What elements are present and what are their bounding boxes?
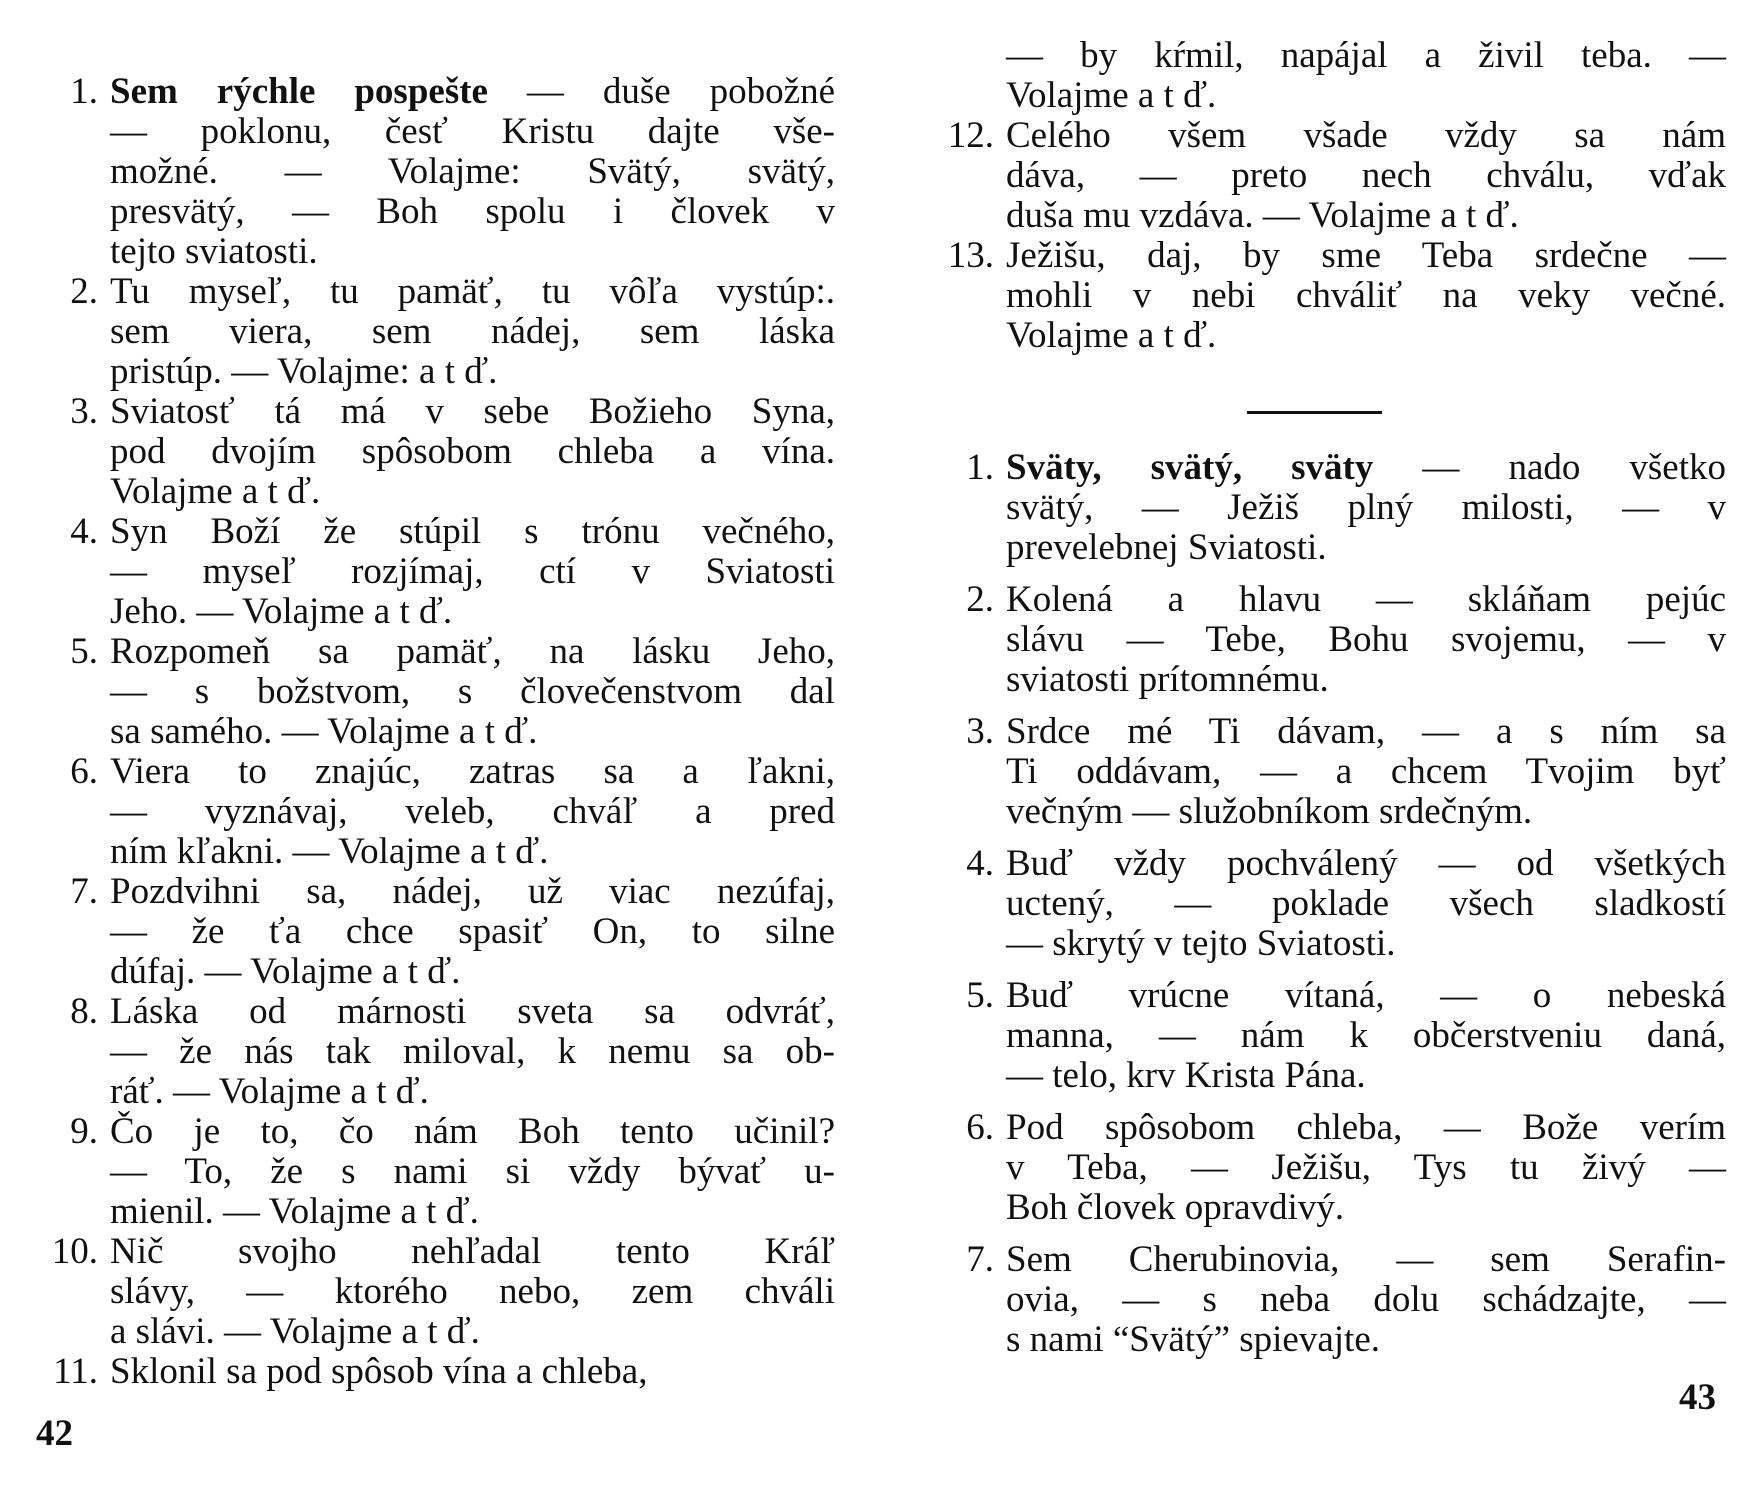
verse-line: Čo je to, čo nám Boh tento učinil? [110,1111,835,1152]
verse-number: 3. [966,711,994,752]
verse-text [110,992,835,1112]
verse-line: slávy, — ktorého nebo, zem chváli [110,1271,835,1312]
verse-line: tejto sviatosti. [110,231,318,272]
verse-number: 6. [70,751,98,792]
verse-line: — telo, krv Krista Pána. [1006,1055,1366,1096]
verse-line: pristúp. — Volajme: a t ď. [110,351,498,392]
verse-line: uctený, — poklade všech sladkostí [1006,883,1726,924]
verse-number: 10. [51,1231,98,1272]
verse [936,1240,1726,1360]
verse-number: 4. [966,843,994,884]
verse-text [110,1232,835,1352]
verse-number: 3. [70,391,98,432]
verse-text [1006,844,1726,964]
verse-line: v Teba, — Ježišu, Tys tu živý — [1006,1147,1726,1188]
verse [40,72,835,272]
verse-text [110,72,835,272]
verse-line: — poklonu, česť Kristu dajte vše- [110,111,835,152]
verse-line: sem viera, sem nádej, sem láska [110,311,835,352]
verse-line: Láska od márnosti sveta sa odvráť, [110,991,835,1032]
verse-number: 13. [947,235,994,276]
verse-lead: Sem rýchle pospešte [110,71,488,112]
verse-line: duša mu vzdáva. — Volajme a t ď. [1006,195,1519,236]
verse-line: Volajme a t ď. [110,471,321,512]
verse-line: Pod spôsobom chleba, — Bože verím [1006,1107,1726,1148]
verse-continuation [936,36,1726,116]
verse-line: sviatosti prítomnému. [1006,659,1329,700]
verse-number: 11. [53,1351,98,1392]
verse-line: možné. — Volajme: Svätý, svätý, [110,151,835,192]
verse-line: — s božstvom, s človečenstvom dal [110,671,835,712]
verse-text [1006,116,1726,236]
verse-text [1006,1240,1726,1360]
verse-line: — že ťa chce spasiť On, to silne [110,911,835,952]
verse [936,844,1726,964]
verse-text [110,392,835,512]
verse-number: 8. [70,991,98,1032]
verse-line: svätý, — Ježiš plný milosti, — v [1006,487,1726,528]
verse-number: 7. [966,1239,994,1280]
verse [936,1108,1726,1228]
verse-number: 1. [70,71,98,112]
verse [40,992,835,1112]
verse-line: Srdce mé Ti dávam, — a s ním sa [1006,711,1726,752]
verse-line: Ti oddávam, — a chcem Tvojim byť [1006,751,1726,792]
verse-line: Boh človek opravdivý. [1006,1187,1345,1228]
verse-text [936,36,1726,116]
verse-line: Nič svojho nehľadal tento Kráľ [110,1231,835,1272]
verse-line: dáva, — preto nech chválu, vďak [1006,155,1726,196]
verse-lead: Sväty, svätý, sväty [1006,447,1374,488]
verse-text [110,1352,835,1392]
verse-line: Celého všem všade vždy sa nám [1006,115,1726,156]
verse-number: 1. [966,447,994,488]
verse-line: Kolená a hlavu — skláňam pejúc [1006,579,1726,620]
right-page [871,0,1742,1500]
verse-line: — vyznávaj, veleb, chváľ a pred [110,791,835,832]
verse [40,1112,835,1232]
verse-line: ovia, — s neba dolu schádzajte, — [1006,1279,1726,1320]
verse-line: Buď vrúcne vítaná, — o nebeská [1006,975,1726,1016]
verse [40,512,835,632]
verse-line: Buď vždy pochválený — od všetkých [1006,843,1726,884]
verse [40,632,835,752]
verse-line: Volajme a t ď. [1006,75,1217,116]
verse-line: sa samého. — Volajme a t ď. [110,711,538,752]
verse [40,1232,835,1352]
verse-line: večným — služobníkom srdečným. [1006,791,1533,832]
verse-line: Pozdvihni sa, nádej, už viac nezúfaj, [110,871,835,912]
page-number-right: 43 [1679,1377,1716,1418]
verse-line: ním kľakni. — Volajme a t ď. [110,831,549,872]
verse-line: — myseľ rozjímaj, ctí v Sviatosti [110,551,835,592]
verse-number: 4. [70,511,98,552]
verse-line: mohli v nebi chváliť na veky večné. [1006,275,1726,316]
verse [936,116,1726,236]
verse-text [1006,976,1726,1096]
verse-number: 5. [966,975,994,1016]
verse [936,448,1726,568]
verse-line: — by kŕmil, napájal a živil teba. — [1006,35,1726,76]
verse-line: — že nás tak miloval, k nemu sa ob- [110,1031,835,1072]
verse-number: 12. [947,115,994,156]
verse-text [110,512,835,632]
verse-text [110,872,835,992]
verse-text [1006,712,1726,832]
verse-line: Sklonil sa pod spôsob vína a chleba, [110,1351,648,1392]
verse-line-rest: — duše pobožné [526,71,835,112]
verse-line: mienil. — Volajme a t ď. [110,1191,479,1232]
verse-number: 7. [70,871,98,912]
verse-line: — skrytý v tejto Sviatosti. [1006,923,1396,964]
verse-line-rest: — nado všetko [1422,447,1726,488]
verse-text [110,272,835,392]
verse-line: manna, — nám k občerstveniu daná, [1006,1015,1726,1056]
verse-line: — To, že s nami si vždy bývať u- [110,1151,835,1192]
verse-line: Ježišu, daj, by sme Teba srdečne — [1006,235,1726,276]
verse-line: Rozpomeň sa pamäť, na lásku Jeho, [110,631,835,672]
verse-text [110,1112,835,1232]
verse-line: Syn Boží že stúpil s trónu večného, [110,511,835,552]
verse-line: presvätý, — Boh spolu i človek v [110,191,835,232]
left-verses [40,72,835,1392]
verse [936,976,1726,1096]
right-verses-continued [936,36,1726,356]
verse-line: s nami “Svätý” spievajte. [1006,1319,1381,1360]
verse-line: prevelebnej Sviatosti. [1006,527,1327,568]
verse-text [110,632,835,752]
verse-number: 6. [966,1107,994,1148]
verse [40,872,835,992]
verse [936,712,1726,832]
verse [936,236,1726,356]
right-verses-hymn [936,448,1726,1360]
verse [40,752,835,872]
verse-line: ráť. — Volajme a t ď. [110,1071,429,1112]
verse-line: Jeho. — Volajme a t ď. [110,591,453,632]
verse-line: pod dvojím spôsobom chleba a vína. [110,431,835,472]
verse-text [110,752,835,872]
verse-line: Volajme a t ď. [1006,315,1217,356]
verse-line: Sviatosť tá má v sebe Božieho Syna, [110,391,835,432]
verse-line: dúfaj. — Volajme a t ď. [110,951,461,992]
verse-line: Viera to znajúc, zatras sa a ľakni, [110,751,835,792]
verse [936,580,1726,700]
verse-text [1006,448,1726,568]
verse-number: 2. [966,579,994,620]
verse [40,392,835,512]
verse-text [1006,236,1726,356]
verse-line: a slávi. — Volajme a t ď. [110,1311,480,1352]
page-number-left: 42 [36,1413,73,1454]
verse-number: 2. [70,271,98,312]
verse-text [1006,1108,1726,1228]
verse-number: 9. [70,1111,98,1152]
section-divider [1247,411,1382,414]
verse-line: Tu myseľ, tu pamäť, tu vôľa vystúp:. [110,271,835,312]
verse-line: Sem Cherubinovia, — sem Serafin- [1006,1239,1726,1280]
verse-line: slávu — Tebe, Bohu svojemu, — v [1006,619,1726,660]
verse-line [110,72,835,112]
verse [40,272,835,392]
verse-line [1006,448,1726,488]
verse-text [1006,580,1726,700]
verse [40,1352,835,1392]
verse-number: 5. [70,631,98,672]
